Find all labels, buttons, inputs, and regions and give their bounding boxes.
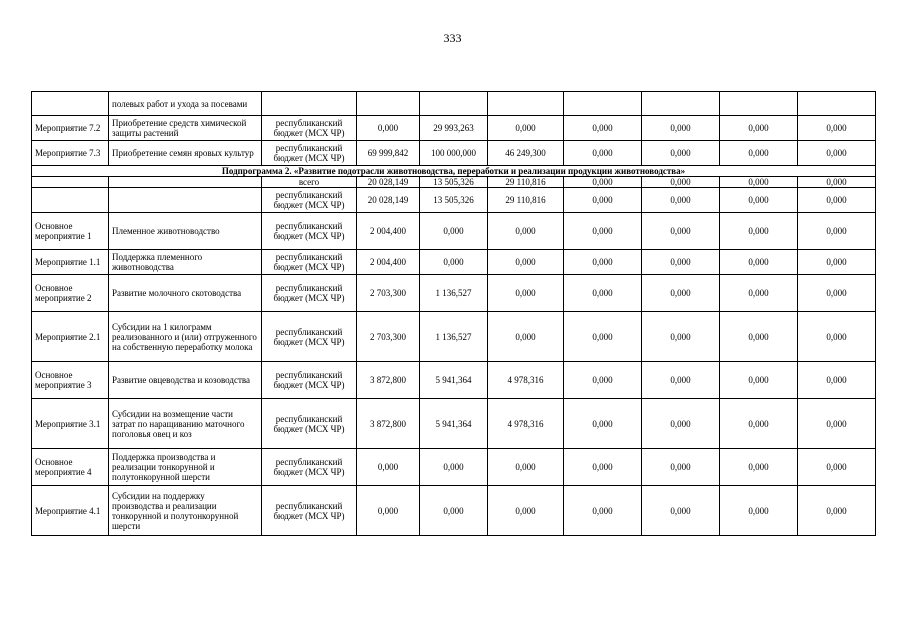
value-cell: 0,000: [564, 486, 642, 536]
value-cell: 100 000,000: [420, 141, 488, 166]
value-cell: 2 703,300: [357, 312, 420, 362]
value-cell: 2 703,300: [357, 275, 420, 312]
value-cell: 20 028,149: [357, 177, 420, 188]
value-cell: 0,000: [720, 486, 798, 536]
funding-source-cell: республиканский бюджет (МСХ ЧР): [262, 250, 357, 275]
subprogram-title: Подпрограмма 2. «Развитие подотрасли животноводства, переработки и реализации продукции животноводства»: [32, 166, 876, 177]
value-cell: 0,000: [798, 312, 876, 362]
value-cell: 0,000: [357, 486, 420, 536]
value-cell: 0,000: [720, 177, 798, 188]
measure-name-cell: [109, 177, 262, 188]
funding-source-cell: всего: [262, 177, 357, 188]
measure-name-cell: [109, 188, 262, 213]
value-cell: [488, 92, 564, 116]
value-cell: 1 136,527: [420, 312, 488, 362]
value-cell: 0,000: [564, 116, 642, 141]
measure-code-cell: [32, 92, 109, 116]
value-cell: 0,000: [642, 188, 720, 213]
table-row: [32, 92, 876, 116]
value-cell: 0,000: [420, 449, 488, 486]
funding-source-cell: республиканский бюджет (МСХ ЧР): [262, 188, 357, 213]
value-cell: 0,000: [564, 213, 642, 250]
measure-name-cell: Приобретение семян яровых культур: [109, 141, 262, 166]
value-cell: 5 941,364: [420, 362, 488, 399]
value-cell: 0,000: [357, 116, 420, 141]
value-cell: 0,000: [488, 250, 564, 275]
table-row: [32, 486, 876, 536]
value-cell: [420, 92, 488, 116]
measure-name-cell: Развитие молочного скотоводства: [109, 275, 262, 312]
funding-source-cell: республиканский бюджет (МСХ ЧР): [262, 213, 357, 250]
value-cell: 0,000: [642, 141, 720, 166]
value-cell: 1 136,527: [420, 275, 488, 312]
measure-code-cell: Мероприятие 2.1: [32, 312, 109, 362]
measure-code-cell: Мероприятие 7.3: [32, 141, 109, 166]
value-cell: 2 004,400: [357, 213, 420, 250]
table-row: [32, 362, 876, 399]
value-cell: 0,000: [642, 486, 720, 536]
value-cell: 29 110,816: [488, 177, 564, 188]
funding-source-cell: республиканский бюджет (МСХ ЧР): [262, 312, 357, 362]
value-cell: 0,000: [564, 312, 642, 362]
value-cell: 5 941,364: [420, 399, 488, 449]
value-cell: 4 978,316: [488, 362, 564, 399]
funding-source-cell: республиканский бюджет (МСХ ЧР): [262, 449, 357, 486]
value-cell: [357, 92, 420, 116]
measure-name-cell: Субсидии на 1 килограмм реализованного и (или) отгруженного на собственную переработку молока: [109, 312, 262, 362]
measure-name-cell: Субсидии на поддержку производства и реализации тонкорунной и полутонкорунной шерсти: [109, 486, 262, 536]
table-row: [32, 250, 876, 275]
value-cell: 13 505,326: [420, 188, 488, 213]
value-cell: 0,000: [642, 250, 720, 275]
value-cell: 0,000: [720, 213, 798, 250]
value-cell: [642, 92, 720, 116]
value-cell: 0,000: [564, 250, 642, 275]
value-cell: 13 505,326: [420, 177, 488, 188]
value-cell: 0,000: [720, 362, 798, 399]
measure-code-cell: Мероприятие 1.1: [32, 250, 109, 275]
table-row: [32, 399, 876, 449]
measure-code-cell: Основное мероприятие 4: [32, 449, 109, 486]
value-cell: 0,000: [488, 486, 564, 536]
page-number: 333: [443, 31, 462, 45]
value-cell: 0,000: [798, 213, 876, 250]
table-row: [32, 213, 876, 250]
value-cell: 0,000: [488, 213, 564, 250]
value-cell: 0,000: [564, 177, 642, 188]
funding-source-cell: республиканский бюджет (МСХ ЧР): [262, 275, 357, 312]
funding-source-cell: республиканский бюджет (МСХ ЧР): [262, 141, 357, 166]
measure-code-cell: Мероприятие 4.1: [32, 486, 109, 536]
measure-code-cell: Основное мероприятие 2: [32, 275, 109, 312]
value-cell: 0,000: [798, 250, 876, 275]
measure-name-cell: Племенное животноводство: [109, 213, 262, 250]
value-cell: 3 872,800: [357, 399, 420, 449]
value-cell: 20 028,149: [357, 188, 420, 213]
value-cell: 0,000: [798, 362, 876, 399]
measure-name-cell: Поддержка племенного животноводства: [109, 250, 262, 275]
value-cell: 0,000: [564, 362, 642, 399]
value-cell: 0,000: [720, 116, 798, 141]
measure-name-cell: Поддержка производства и реализации тонкорунной и полутонкорунной шерсти: [109, 449, 262, 486]
table-row: [32, 188, 876, 213]
funding-source-cell: республиканский бюджет (МСХ ЧР): [262, 399, 357, 449]
value-cell: 0,000: [720, 188, 798, 213]
value-cell: 69 999,842: [357, 141, 420, 166]
value-cell: 0,000: [488, 116, 564, 141]
funding-source-cell: республиканский бюджет (МСХ ЧР): [262, 486, 357, 536]
value-cell: 2 004,400: [357, 250, 420, 275]
value-cell: 0,000: [798, 116, 876, 141]
value-cell: 0,000: [420, 213, 488, 250]
measure-name-cell: Развитие овцеводства и козоводства: [109, 362, 262, 399]
value-cell: 0,000: [420, 250, 488, 275]
subprogram-header-row: [32, 166, 876, 177]
value-cell: 0,000: [642, 362, 720, 399]
value-cell: 0,000: [564, 399, 642, 449]
measure-code-cell: Мероприятие 3.1: [32, 399, 109, 449]
value-cell: 29 110,816: [488, 188, 564, 213]
funding-source-cell: республиканский бюджет (МСХ ЧР): [262, 362, 357, 399]
measure-code-cell: [32, 177, 109, 188]
measure-name-cell: Приобретение средств химической защиты растений: [109, 116, 262, 141]
measure-code-cell: Основное мероприятие 1: [32, 213, 109, 250]
value-cell: [798, 92, 876, 116]
measure-code-cell: Мероприятие 7.2: [32, 116, 109, 141]
table-row: [32, 116, 876, 141]
value-cell: 0,000: [642, 116, 720, 141]
value-cell: 0,000: [357, 449, 420, 486]
measure-code-cell: Основное мероприятие 3: [32, 362, 109, 399]
table-row: [32, 275, 876, 312]
value-cell: 46 249,300: [488, 141, 564, 166]
value-cell: 0,000: [798, 141, 876, 166]
measure-name-cell: Субсидии на возмещение части затрат по наращиванию маточного поголовья овец и коз: [109, 399, 262, 449]
value-cell: 0,000: [720, 312, 798, 362]
value-cell: 0,000: [720, 250, 798, 275]
measure-name-cell: полевых работ и ухода за посевами: [109, 92, 262, 116]
table-row: [32, 177, 876, 188]
value-cell: 0,000: [720, 275, 798, 312]
value-cell: 4 978,316: [488, 399, 564, 449]
value-cell: 0,000: [642, 312, 720, 362]
table-row: [32, 312, 876, 362]
value-cell: 0,000: [564, 141, 642, 166]
value-cell: 0,000: [798, 486, 876, 536]
value-cell: 0,000: [642, 177, 720, 188]
table-row: [32, 449, 876, 486]
value-cell: 0,000: [798, 449, 876, 486]
value-cell: 0,000: [720, 399, 798, 449]
value-cell: 29 993,263: [420, 116, 488, 141]
value-cell: 0,000: [488, 449, 564, 486]
value-cell: 0,000: [420, 486, 488, 536]
value-cell: 0,000: [720, 141, 798, 166]
value-cell: 0,000: [642, 213, 720, 250]
value-cell: 0,000: [564, 449, 642, 486]
value-cell: 0,000: [798, 275, 876, 312]
value-cell: 0,000: [488, 312, 564, 362]
funding-source-cell: республиканский бюджет (МСХ ЧР): [262, 116, 357, 141]
value-cell: [720, 92, 798, 116]
value-cell: 0,000: [564, 188, 642, 213]
table-row: [32, 141, 876, 166]
value-cell: 0,000: [488, 275, 564, 312]
value-cell: 0,000: [798, 188, 876, 213]
value-cell: [564, 92, 642, 116]
budget-table: [31, 91, 876, 536]
funding-source-cell: [262, 92, 357, 116]
value-cell: 0,000: [642, 399, 720, 449]
value-cell: 3 872,800: [357, 362, 420, 399]
measure-code-cell: [32, 188, 109, 213]
value-cell: 0,000: [798, 177, 876, 188]
value-cell: 0,000: [720, 449, 798, 486]
value-cell: 0,000: [564, 275, 642, 312]
value-cell: 0,000: [642, 275, 720, 312]
value-cell: 0,000: [798, 399, 876, 449]
value-cell: 0,000: [642, 449, 720, 486]
